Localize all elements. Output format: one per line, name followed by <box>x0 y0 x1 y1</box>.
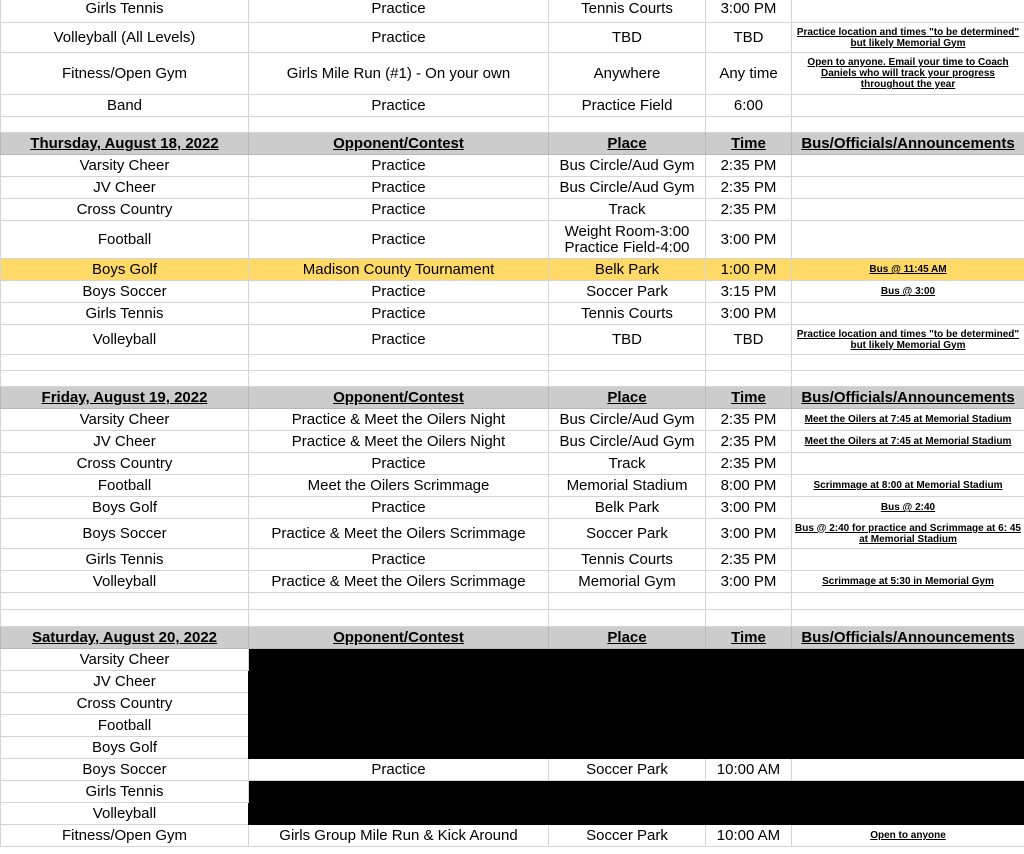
time-cell: 8:00 PM <box>706 475 792 497</box>
table-row <box>1 155 1024 177</box>
sport-cell: Cross Country <box>1 199 249 221</box>
sport-cell: Volleyball <box>1 325 249 355</box>
place-cell: Bus Circle/Aud Gym <box>549 409 706 431</box>
sport-cell: Cross Country <box>1 693 249 715</box>
sport-cell: Fitness/Open Gym <box>1 825 249 847</box>
time-header: Time <box>706 133 792 155</box>
place-cell: Soccer Park <box>549 281 706 303</box>
time-cell: 2:35 PM <box>706 453 792 475</box>
note-cell: Scrimmage at 5:30 in Memorial Gym <box>792 571 1024 593</box>
place-cell: Tennis Courts <box>549 549 706 571</box>
note-header: Bus/Officials/Announcements <box>792 627 1024 649</box>
table-row <box>1 53 1024 95</box>
table-row <box>1 571 1024 593</box>
note-cell: Open to anyone <box>792 825 1024 847</box>
note-cell <box>792 759 1024 781</box>
note-cell: Practice location and times "to be determined" but likely Memorial Gym <box>792 325 1024 355</box>
contest-cell: Practice <box>249 759 549 781</box>
place-cell: Belk Park <box>549 259 706 281</box>
contest-header: Opponent/Contest <box>249 387 549 409</box>
contest-cell: Meet the Oilers Scrimmage <box>249 475 549 497</box>
spacer-row <box>1 371 1024 387</box>
table-row <box>1 325 1024 355</box>
note-cell: Meet the Oilers at 7:45 at Memorial Stadium <box>792 409 1024 431</box>
place-cell: Track <box>549 199 706 221</box>
place-cell: Track <box>549 453 706 475</box>
sport-cell: Volleyball <box>1 571 249 593</box>
sport-cell: Volleyball (All Levels) <box>1 23 249 53</box>
note-cell <box>792 177 1024 199</box>
table-row-highlighted <box>1 259 1024 281</box>
time-cell: 2:35 PM <box>706 549 792 571</box>
sport-cell: Band <box>1 95 249 117</box>
note-header: Bus/Officials/Announcements <box>792 133 1024 155</box>
table-row <box>1 177 1024 199</box>
contest-cell: Practice <box>249 325 549 355</box>
place-cell: Practice Field <box>549 95 706 117</box>
note-cell <box>792 453 1024 475</box>
contest-cell: Practice <box>249 95 549 117</box>
time-cell: 2:35 PM <box>706 177 792 199</box>
note-cell <box>792 221 1024 259</box>
table-row <box>1 23 1024 53</box>
contest-cell: Practice <box>249 155 549 177</box>
contest-cell: Practice <box>249 303 549 325</box>
sport-cell: JV Cheer <box>1 431 249 453</box>
table-row <box>1 431 1024 453</box>
table-row <box>1 281 1024 303</box>
place-cell: Bus Circle/Aud Gym <box>549 431 706 453</box>
time-cell: 3:00 PM <box>706 221 792 259</box>
table-row <box>1 475 1024 497</box>
spacer-row <box>1 610 1024 627</box>
contest-cell: Practice & Meet the Oilers Night <box>249 431 549 453</box>
table-row <box>1 759 1024 781</box>
contest-cell: Practice <box>249 199 549 221</box>
table-row <box>1 221 1024 259</box>
place-cell: TBD <box>549 325 706 355</box>
time-cell: 3:00 PM <box>706 497 792 519</box>
sport-cell: Varsity Cheer <box>1 649 249 671</box>
sport-cell: Cross Country <box>1 453 249 475</box>
sport-cell: Girls Tennis <box>1 781 249 803</box>
note-cell: Bus @ 3:00 <box>792 281 1024 303</box>
table-row <box>1 549 1024 571</box>
note-cell: Practice location and times "to be determined" but likely Memorial Gym <box>792 23 1024 53</box>
time-header: Time <box>706 627 792 649</box>
place-cell: Memorial Gym <box>549 571 706 593</box>
sport-cell: Varsity Cheer <box>1 409 249 431</box>
table-row <box>1 303 1024 325</box>
time-cell: 2:35 PM <box>706 409 792 431</box>
place-cell: Tennis Courts <box>549 303 706 325</box>
place-cell: Tennis Courts <box>549 0 706 23</box>
sport-cell: Boys Golf <box>1 497 249 519</box>
time-cell: TBD <box>706 23 792 53</box>
time-cell: 10:00 AM <box>706 759 792 781</box>
contest-cell: Practice <box>249 23 549 53</box>
table-row <box>1 825 1024 847</box>
place-cell: Anywhere <box>549 53 706 95</box>
sport-cell: Boys Soccer <box>1 519 249 549</box>
table-row <box>1 497 1024 519</box>
contest-cell: Practice <box>249 497 549 519</box>
day-date-header: Thursday, August 18, 2022 <box>1 133 249 155</box>
contest-cell: Madison County Tournament <box>249 259 549 281</box>
contest-cell: Practice <box>249 281 549 303</box>
time-cell: 2:35 PM <box>706 155 792 177</box>
time-cell: TBD <box>706 325 792 355</box>
sport-cell: Volleyball <box>1 803 249 825</box>
contest-cell: Girls Mile Run (#1) - On your own <box>249 53 549 95</box>
table-row <box>1 199 1024 221</box>
place-cell: Weight Room-3:00 Practice Field-4:00 <box>549 221 706 259</box>
contest-cell: Practice <box>249 177 549 199</box>
note-cell <box>792 155 1024 177</box>
note-cell <box>792 303 1024 325</box>
place-cell: Bus Circle/Aud Gym <box>549 155 706 177</box>
sport-cell: Girls Tennis <box>1 0 249 23</box>
place-header: Place <box>549 387 706 409</box>
time-cell: 6:00 <box>706 95 792 117</box>
time-cell: 1:00 PM <box>706 259 792 281</box>
sport-cell: Boys Soccer <box>1 281 249 303</box>
place-header: Place <box>549 627 706 649</box>
note-cell: Meet the Oilers at 7:45 at Memorial Stadium <box>792 431 1024 453</box>
sport-cell: JV Cheer <box>1 177 249 199</box>
contest-header: Opponent/Contest <box>249 627 549 649</box>
contest-cell: Girls Group Mile Run & Kick Around <box>249 825 549 847</box>
time-cell: 3:00 PM <box>706 0 792 23</box>
contest-header: Opponent/Contest <box>249 133 549 155</box>
place-cell: Memorial Stadium <box>549 475 706 497</box>
time-header: Time <box>706 387 792 409</box>
sport-cell: Boys Soccer <box>1 759 249 781</box>
time-cell: 3:00 PM <box>706 571 792 593</box>
note-cell: Bus @ 2:40 for practice and Scrimmage at 6: 45 at Memorial Stadium <box>792 519 1024 549</box>
place-cell: Bus Circle/Aud Gym <box>549 177 706 199</box>
time-cell: 3:00 PM <box>706 303 792 325</box>
sport-cell: Football <box>1 475 249 497</box>
sport-cell: Football <box>1 221 249 259</box>
contest-cell: Practice <box>249 0 549 23</box>
sport-cell: Football <box>1 715 249 737</box>
sport-cell: Varsity Cheer <box>1 155 249 177</box>
spacer-row <box>1 355 1024 371</box>
table-row <box>1 649 1024 671</box>
note-cell: Open to anyone. Email your time to Coach Daniels who will track your progress throughout the year <box>792 53 1024 95</box>
sport-cell: Girls Tennis <box>1 549 249 571</box>
time-cell: 2:35 PM <box>706 199 792 221</box>
spacer-row <box>1 593 1024 610</box>
day-date-header: Friday, August 19, 2022 <box>1 387 249 409</box>
contest-cell: Practice & Meet the Oilers Scrimmage <box>249 571 549 593</box>
table-row <box>1 95 1024 117</box>
time-cell: Any time <box>706 53 792 95</box>
sport-cell: Fitness/Open Gym <box>1 53 249 95</box>
contest-cell: Practice <box>249 453 549 475</box>
contest-cell: Practice & Meet the Oilers Night <box>249 409 549 431</box>
redaction-block <box>249 781 1024 825</box>
note-header: Bus/Officials/Announcements <box>792 387 1024 409</box>
note-cell <box>792 95 1024 117</box>
day-header-row <box>1 133 1024 155</box>
note-cell: Bus @ 11:45 AM <box>792 259 1024 281</box>
table-row <box>1 519 1024 549</box>
sport-cell: JV Cheer <box>1 671 249 693</box>
sport-cell: Girls Tennis <box>1 303 249 325</box>
sport-cell: Boys Golf <box>1 259 249 281</box>
contest-cell: Practice <box>249 549 549 571</box>
note-cell: Scrimmage at 8:00 at Memorial Stadium <box>792 475 1024 497</box>
time-cell: 3:15 PM <box>706 281 792 303</box>
day-date-header: Saturday, August 20, 2022 <box>1 627 249 649</box>
table-row <box>1 0 1024 23</box>
table-row <box>1 781 1024 803</box>
day-header-row <box>1 387 1024 409</box>
time-cell: 10:00 AM <box>706 825 792 847</box>
place-cell: Soccer Park <box>549 825 706 847</box>
place-cell: Belk Park <box>549 497 706 519</box>
redaction-block <box>249 649 1024 759</box>
contest-cell: Practice & Meet the Oilers Scrimmage <box>249 519 549 549</box>
place-cell: Soccer Park <box>549 759 706 781</box>
sport-cell: Boys Golf <box>1 737 249 759</box>
contest-cell: Practice <box>249 221 549 259</box>
time-cell: 2:35 PM <box>706 431 792 453</box>
spacer-row <box>1 117 1024 133</box>
table-row <box>1 409 1024 431</box>
place-cell: Soccer Park <box>549 519 706 549</box>
note-cell <box>792 199 1024 221</box>
time-cell: 3:00 PM <box>706 519 792 549</box>
place-header: Place <box>549 133 706 155</box>
day-header-row <box>1 627 1024 649</box>
place-cell: TBD <box>549 23 706 53</box>
table-row <box>1 453 1024 475</box>
note-cell <box>792 549 1024 571</box>
note-cell: Bus @ 2:40 <box>792 497 1024 519</box>
note-cell <box>792 0 1024 23</box>
